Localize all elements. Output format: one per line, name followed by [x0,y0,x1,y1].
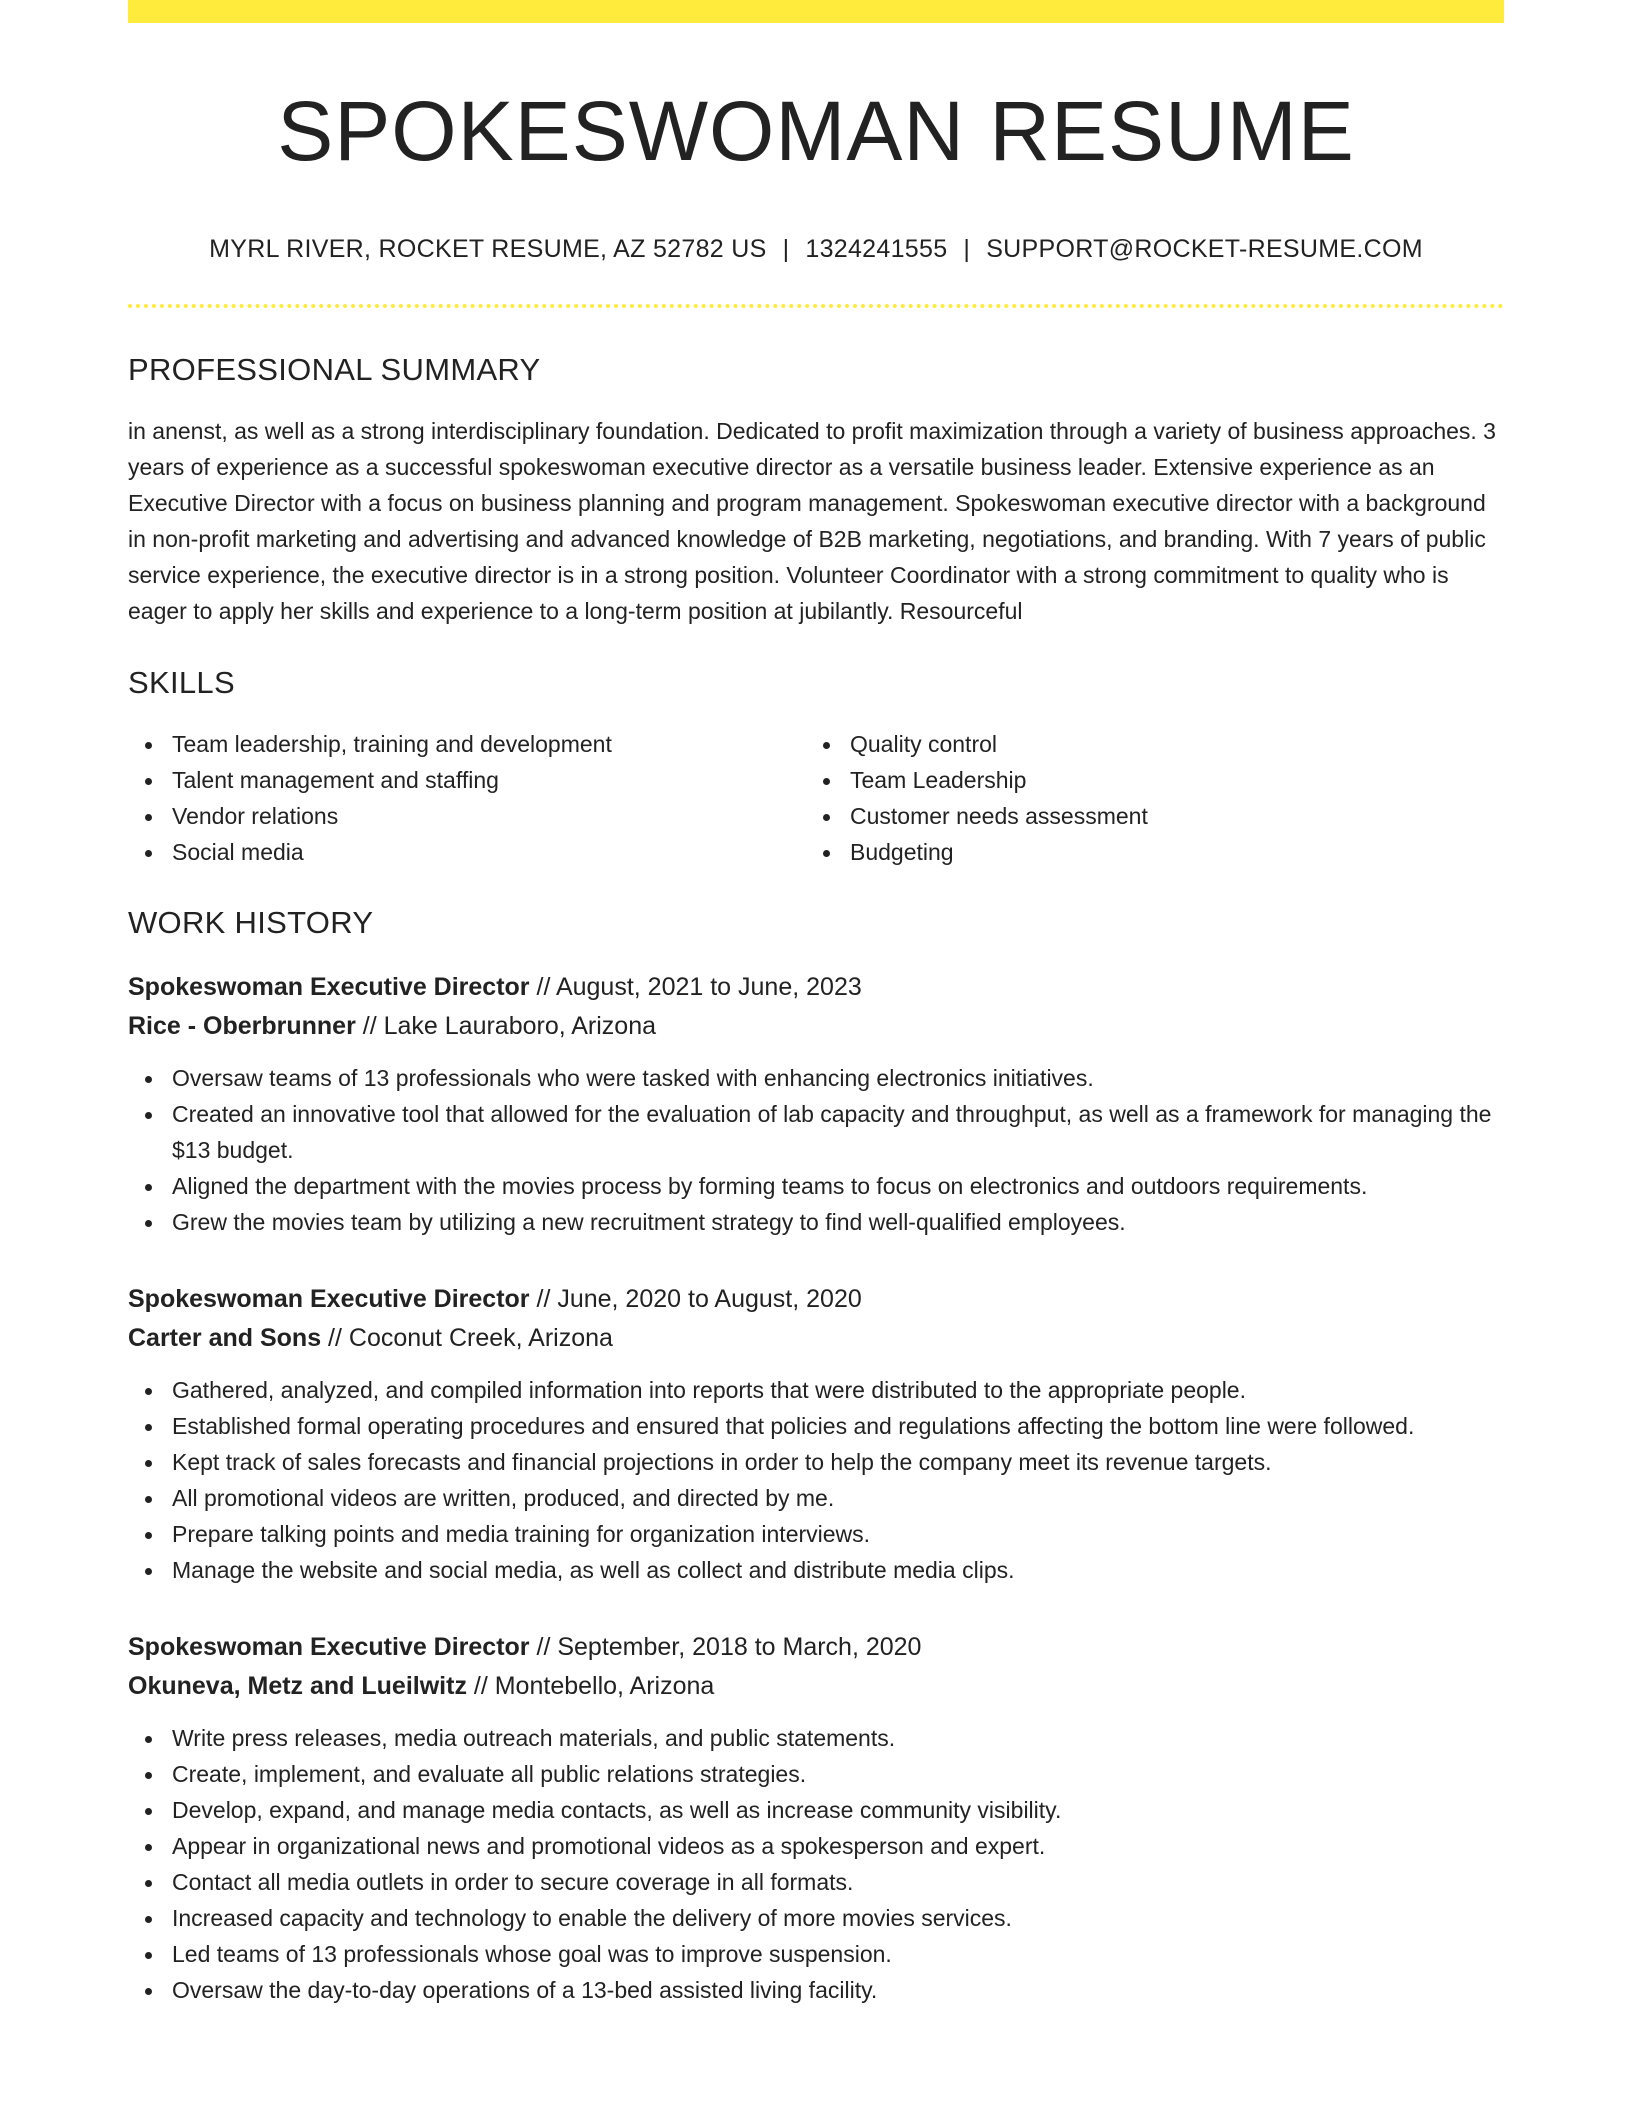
job-bullet: Prepare talking points and media training for organization interviews. [128,1516,1504,1552]
job-dates: // June, 2020 to August, 2020 [529,1285,862,1314]
job-location: // Montebello, Arizona [466,1672,715,1701]
job-title-line [128,1628,1504,1667]
job-bullet: Manage the website and social media, as well as collect and distribute media clips. [128,1552,1504,1588]
job-title: Spokeswoman Executive Director [128,973,530,1002]
job-bullet: Create, implement, and evaluate all public relations strategies. [128,1756,1504,1792]
skill-item: Social media [128,834,806,870]
job-entry [128,968,1504,1240]
job-bullets [128,1372,1504,1588]
job-title: Spokeswoman Executive Director [128,1633,530,1662]
job-bullet: Led teams of 13 professionals whose goal was to improve suspension. [128,1936,1504,1972]
job-title-line [128,1280,1504,1319]
skills-grid [128,726,1504,870]
job-company-line [128,1007,1504,1046]
job-title: Spokeswoman Executive Director [128,1285,530,1314]
job-bullet: Kept track of sales forecasts and financial projections in order to help the company meet its revenue targets. [128,1444,1504,1480]
job-bullet: Grew the movies team by utilizing a new recruitment strategy to find well-qualified employees. [128,1204,1504,1240]
resume-page [128,0,1504,2008]
skill-item: Team Leadership [806,762,1504,798]
skill-item: Talent management and staffing [128,762,806,798]
resume-title: SPOKESWOMAN RESUME [277,84,1355,178]
job-location: // Lake Lauraboro, Arizona [355,1012,657,1041]
job-company: Carter and Sons [128,1324,322,1353]
job-bullet: Aligned the department with the movies process by forming teams to focus on electronics and outdoors requirements. [128,1168,1504,1204]
contact-line [128,237,1504,262]
skill-item: Customer needs assessment [806,798,1504,834]
skill-item: Vendor relations [128,798,806,834]
skills-list-right [806,726,1504,870]
contact-separator: | [963,235,971,264]
job-entry [128,1628,1504,2008]
contact-separator: | [782,235,790,264]
job-company: Rice - Oberbrunner [128,1012,356,1041]
job-bullet: Write press releases, media outreach materials, and public statements. [128,1720,1504,1756]
job-bullet: Contact all media outlets in order to secure coverage in all formats. [128,1864,1504,1900]
job-bullets [128,1060,1504,1240]
skill-item: Budgeting [806,834,1504,870]
dotted-divider [128,304,1504,308]
job-bullet: Develop, expand, and manage media contacts, as well as increase community visibility. [128,1792,1504,1828]
contact-address: MYRL RIVER, ROCKET RESUME, AZ 52782 US [209,235,767,264]
job-bullet: Oversaw the day-to-day operations of a 13-bed assisted living facility. [128,1972,1504,2008]
skill-item: Quality control [806,726,1504,762]
job-bullet: Gathered, analyzed, and compiled information into reports that were distributed to the appropriate people. [128,1372,1504,1408]
job-entry [128,1280,1504,1588]
job-bullet: Established formal operating procedures and ensured that policies and regulations affecting the bottom line were followed. [128,1408,1504,1444]
job-bullet: Increased capacity and technology to enable the delivery of more movies services. [128,1900,1504,1936]
job-company-line [128,1667,1504,1706]
summary-text: in anenst, as well as a strong interdisciplinary foundation. Dedicated to profit maximization through a variety of business approaches. 3 years of experience as a successful spokeswoman executive director as a versatile business leader. Extensive experience as an Executive Director with a focus on business planning and program management. Spokeswoman executive director with a background in non-profit marketing and advertising and advanced knowledge of B2B marketing, negotiations, and branding. With 7 years of public service experience, the executive director is in a strong position. Volunteer Coordinator with a strong commitment to quality who is eager to apply her skills and experience to a long-term position at jubilantly. Resourceful [128,418,1496,625]
job-bullet: Oversaw teams of 13 professionals who were tasked with enhancing electronics initiatives. [128,1060,1504,1096]
work-history-heading: WORK HISTORY [128,905,374,941]
job-location: // Coconut Creek, Arizona [321,1324,613,1353]
job-title-line [128,968,1504,1007]
contact-email: SUPPORT@ROCKET-RESUME.COM [986,235,1423,264]
job-bullet: Created an innovative tool that allowed for the evaluation of lab capacity and throughput, as well as a framework for managing the $13 budget. [128,1096,1504,1168]
skills-heading: SKILLS [128,665,235,701]
contact-phone: 1324241555 [805,235,948,264]
job-bullet: Appear in organizational news and promotional videos as a spokesperson and expert. [128,1828,1504,1864]
job-bullets [128,1720,1504,2008]
job-dates: // September, 2018 to March, 2020 [529,1633,922,1662]
job-bullet: All promotional videos are written, produced, and directed by me. [128,1480,1504,1516]
top-accent-bar [128,0,1504,23]
summary-heading: PROFESSIONAL SUMMARY [128,352,541,388]
job-company-line [128,1319,1504,1358]
skill-item: Team leadership, training and development [128,726,806,762]
skills-list-left [128,726,806,870]
job-dates: // August, 2021 to June, 2023 [529,973,862,1002]
job-company: Okuneva, Metz and Lueilwitz [128,1672,467,1701]
